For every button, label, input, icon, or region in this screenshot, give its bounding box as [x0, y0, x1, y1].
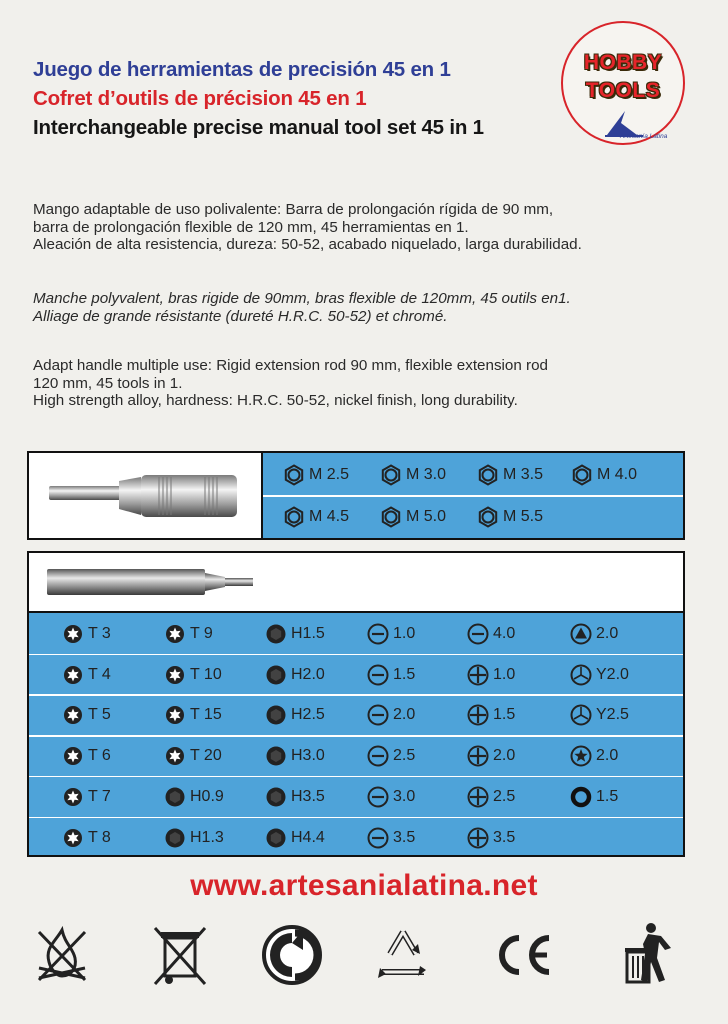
tool-entry — [283, 463, 349, 487]
desc-line: High strength alloy, hardness: H.R.C. 50-52, nickel finish, long durability. — [33, 392, 518, 409]
tool-size-label: 1.0 — [393, 625, 416, 642]
slotted-icon — [367, 664, 389, 686]
tool-size-label: T 5 — [88, 706, 111, 724]
website-url[interactable]: www.artesanialatina.net — [190, 869, 538, 902]
tool-size-label: 2.0 — [393, 706, 416, 724]
slotted-icon — [467, 623, 489, 645]
tool-entry — [62, 663, 111, 687]
hex-icon — [265, 664, 287, 686]
socket-adapter-image — [29, 453, 263, 538]
slotted-icon — [367, 786, 389, 808]
tool-entry — [467, 744, 515, 768]
tool-size-label: T 8 — [88, 828, 111, 846]
tool-entry — [265, 785, 325, 809]
no-fire-icon — [27, 920, 97, 990]
tool-entry — [570, 744, 618, 768]
tool-size-label: Y2.5 — [596, 706, 629, 724]
tool-entry — [467, 703, 515, 727]
tool-size-label: H2.5 — [291, 706, 325, 724]
torx-icon — [62, 786, 84, 808]
hex-socket-icon — [380, 506, 402, 528]
tool-entry — [265, 663, 325, 687]
desc-line: 120 mm, 45 tools in 1. — [33, 374, 183, 392]
tool-size-label: M 5.5 — [503, 508, 544, 525]
torx-icon — [164, 704, 186, 726]
torx-icon — [62, 827, 84, 849]
tool-entry — [164, 785, 224, 809]
torx-icon — [62, 623, 84, 645]
hex-icon — [164, 786, 186, 808]
desc-line: Adapt handle multiple use: Rigid extension rod 90 mm, flexible extension rod — [33, 357, 548, 374]
tool-entry — [62, 703, 111, 727]
tool-size-label: H4.4 — [291, 828, 325, 846]
hex-socket-icon — [283, 506, 305, 528]
phillips-icon — [467, 664, 489, 686]
tool-entry — [62, 744, 111, 768]
pentalobe-icon — [570, 745, 592, 767]
symbols-row — [0, 920, 728, 1000]
tool-size-label: 1.5 — [393, 665, 416, 683]
tool-size-label: H1.3 — [190, 828, 224, 846]
bit-table — [27, 551, 685, 857]
row-divider — [29, 654, 683, 656]
description-english — [33, 357, 548, 410]
tool-entry — [62, 785, 111, 809]
tool-size-label: 2.0 — [596, 625, 619, 642]
title-spanish: Juego de herramientas de precisión 45 en 1 — [33, 58, 451, 81]
tool-size-label: T 9 — [190, 625, 213, 642]
tri-wing-icon — [570, 704, 592, 726]
tidyman-icon — [621, 920, 691, 990]
tool-entry — [62, 622, 111, 646]
tool-entry — [265, 826, 325, 850]
tool-size-label: 2.0 — [493, 747, 516, 765]
green-dot-icon — [257, 920, 327, 990]
tool-size-label: H0.9 — [190, 787, 224, 805]
hobby-tools-logo — [561, 21, 685, 145]
socket-table — [27, 451, 685, 540]
tool-entry — [265, 744, 325, 768]
hex-icon — [265, 827, 287, 849]
desc-line: Mango adaptable de uso polivalente: Barra de prolongación rígida de 90 mm, — [33, 201, 554, 218]
description-french — [33, 290, 571, 325]
tool-entry — [265, 622, 325, 646]
tool-entry — [367, 663, 415, 687]
hex-socket-icon — [477, 464, 499, 486]
torx-icon — [164, 623, 186, 645]
tool-entry — [477, 463, 543, 487]
tool-size-label: H3.0 — [291, 747, 325, 765]
hex-icon — [164, 827, 186, 849]
tool-entry — [164, 744, 222, 768]
torx-icon — [164, 664, 186, 686]
title-english: Interchangeable precise manual tool set 45 in 1 — [33, 116, 484, 139]
tool-entry — [283, 505, 349, 529]
tool-entry — [367, 826, 415, 850]
tool-entry — [477, 505, 543, 529]
ring-icon — [570, 786, 592, 808]
tool-entry — [164, 826, 224, 850]
tool-size-label: 2.5 — [393, 747, 416, 765]
phillips-icon — [467, 827, 489, 849]
tool-entry — [164, 622, 213, 646]
socket-cells — [263, 453, 683, 538]
triangle-icon — [570, 623, 592, 645]
tool-entry — [367, 785, 415, 809]
hex-socket-icon — [283, 464, 305, 486]
tool-entry — [570, 663, 629, 687]
tool-entry — [367, 622, 415, 646]
tool-entry — [164, 703, 222, 727]
torx-icon — [62, 745, 84, 767]
desc-line: Manche polyvalent, bras rigide de 90mm, bras flexible de 120mm, 45 outils en1. — [33, 290, 571, 307]
tool-entry — [467, 785, 515, 809]
row-divider — [29, 817, 683, 819]
row-divider — [29, 776, 683, 778]
tool-entry — [367, 703, 415, 727]
tool-entry — [570, 703, 629, 727]
tool-entry — [570, 785, 618, 809]
tool-size-label: 2.0 — [596, 747, 619, 765]
tool-size-label: 1.5 — [596, 787, 619, 805]
hex-icon — [265, 745, 287, 767]
tool-size-label: H2.0 — [291, 665, 325, 683]
tool-size-label: M 3.0 — [406, 466, 447, 483]
desc-line: barra de prolongación flexible de 120 mm, 45 herramientas en 1. — [33, 218, 469, 236]
slotted-icon — [367, 827, 389, 849]
logo-brand: Artesanía Latina — [620, 133, 668, 140]
tool-size-label: 2.5 — [493, 787, 516, 805]
hex-socket-icon — [380, 464, 402, 486]
tool-size-label: T 3 — [88, 625, 111, 642]
tool-size-label: M 5.0 — [406, 508, 447, 525]
tool-entry — [467, 826, 515, 850]
tool-size-label: 3.0 — [393, 787, 416, 805]
tool-size-label: H3.5 — [291, 787, 325, 805]
desc-line: Alliage de grande résistante (dureté H.R.C. 50-52) et chromé. — [33, 307, 448, 325]
tool-size-label: 3.5 — [493, 828, 516, 846]
bit-grid — [29, 613, 683, 855]
tool-size-label: T 10 — [190, 665, 222, 683]
hex-socket-icon — [477, 506, 499, 528]
phillips-icon — [467, 786, 489, 808]
tool-size-label: 3.5 — [393, 828, 416, 846]
phillips-icon — [467, 704, 489, 726]
tool-size-label: M 2.5 — [309, 466, 350, 483]
description-spanish — [33, 201, 582, 254]
tool-entry — [571, 463, 637, 487]
row-divider — [29, 735, 683, 737]
tool-entry — [367, 744, 415, 768]
tool-size-label: T 15 — [190, 706, 222, 724]
row-divider — [263, 495, 683, 497]
tool-size-label: T 20 — [190, 747, 222, 765]
tri-wing-icon — [570, 664, 592, 686]
tool-size-label: 1.0 — [493, 665, 516, 683]
tool-size-label: M 4.5 — [309, 508, 350, 525]
tool-size-label: T 6 — [88, 747, 111, 765]
tool-size-label: M 3.5 — [503, 466, 544, 483]
desc-line: Aleación de alta resistencia, dureza: 50-52, acabado niquelado, larga durabilidad. — [33, 236, 582, 253]
torx-icon — [164, 745, 186, 767]
tool-entry — [164, 663, 222, 687]
tool-size-label: T 7 — [88, 787, 111, 805]
hex-icon — [265, 704, 287, 726]
crossed-bin-icon — [145, 920, 215, 990]
tool-size-label: 4.0 — [493, 625, 516, 642]
recycle-icon — [368, 920, 438, 990]
tool-entry — [265, 703, 325, 727]
tool-size-label: H1.5 — [291, 625, 325, 642]
tool-entry — [380, 505, 446, 529]
tool-entry — [570, 622, 618, 646]
torx-icon — [62, 664, 84, 686]
hex-icon — [265, 623, 287, 645]
tool-size-label: M 4.0 — [597, 466, 638, 483]
tool-size-label: 1.5 — [493, 706, 516, 724]
tool-size-label: Y2.0 — [596, 665, 629, 683]
bit-image — [29, 553, 683, 613]
title-block — [33, 55, 484, 142]
logo-word-1: HOBBY — [583, 51, 663, 74]
slotted-icon — [367, 745, 389, 767]
ce-mark-icon — [487, 920, 557, 990]
tool-entry — [467, 663, 515, 687]
logo-word-2: TOOLS — [585, 79, 661, 102]
row-divider — [29, 694, 683, 696]
torx-icon — [62, 704, 84, 726]
slotted-icon — [367, 704, 389, 726]
slotted-icon — [367, 623, 389, 645]
hex-icon — [265, 786, 287, 808]
tool-size-label: T 4 — [88, 665, 111, 683]
tool-entry — [62, 826, 111, 850]
phillips-icon — [467, 745, 489, 767]
hex-socket-icon — [571, 464, 593, 486]
tool-entry — [380, 463, 446, 487]
tool-entry — [467, 622, 515, 646]
title-french: Cofret d’outils de précision 45 en 1 — [33, 87, 367, 110]
